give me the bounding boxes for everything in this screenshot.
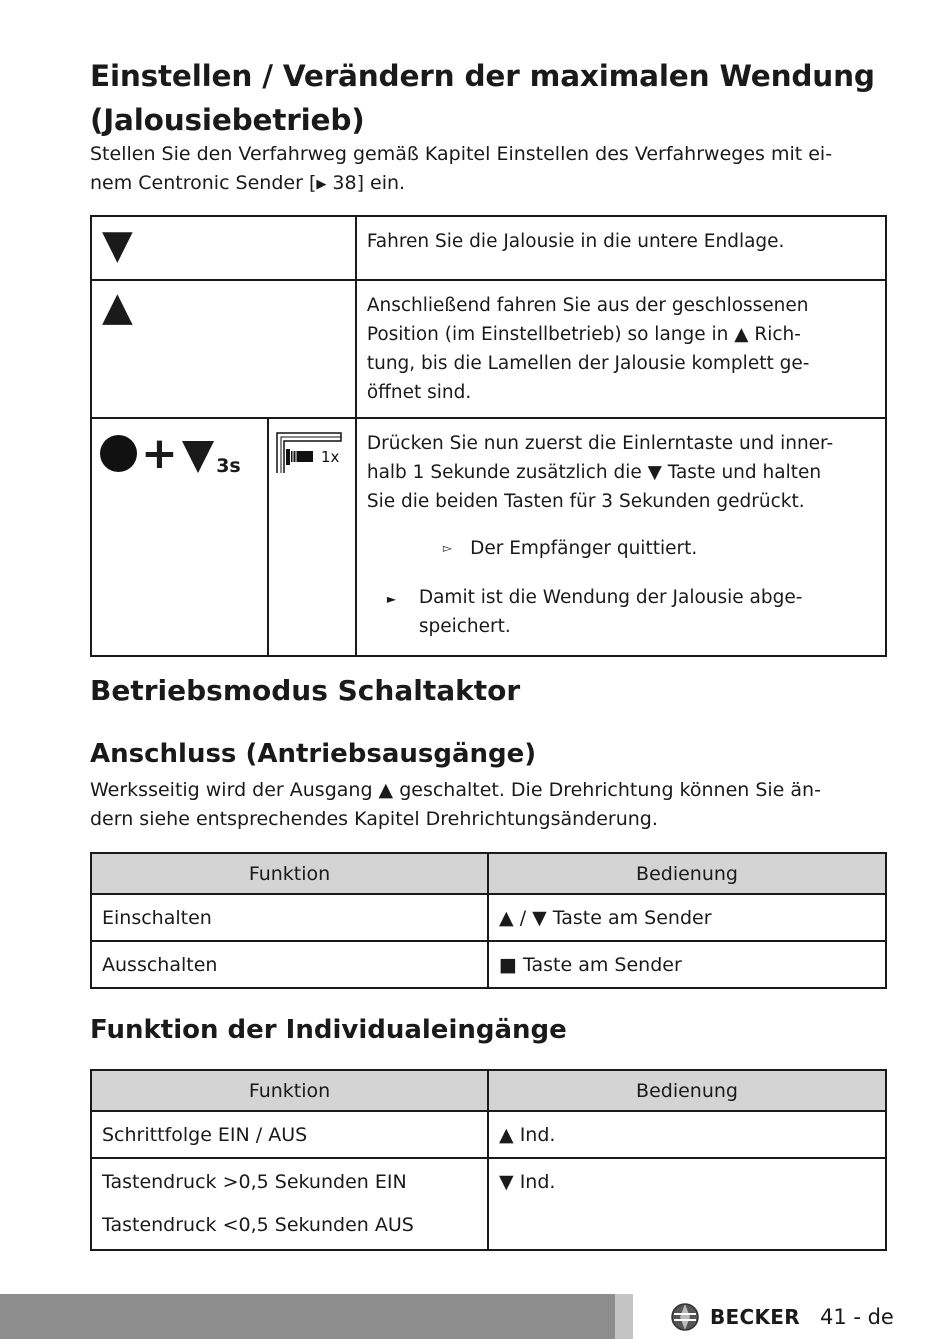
page-ref-number: 38 [332, 172, 357, 194]
final-result: ► Damit ist die Wendung der Jalousie abge- speichert. [386, 587, 803, 637]
schaltaktor-table [90, 852, 887, 989]
table-cell: ▲ Ind. [488, 1111, 886, 1158]
becker-logo-icon [670, 1302, 700, 1332]
table-cell: ■ Taste am Sender [488, 941, 886, 988]
step-symbol-cell [91, 280, 356, 418]
column-header: Bedienung [488, 1070, 886, 1111]
plus-icon: + [141, 427, 178, 479]
heading-anschluss: Anschluss (Antriebsausgänge) [90, 739, 537, 769]
table-cell: Schrittfolge EIN / AUS [91, 1111, 488, 1158]
press-count-label: 1x [320, 448, 340, 466]
heading-line-2: (Jalousiebetrieb) [90, 103, 365, 137]
step-symbol-cell [91, 418, 268, 656]
device-cell [268, 418, 356, 656]
triangle-down-icon: ▼ [181, 429, 215, 478]
section-heading-wendung [90, 54, 887, 142]
table-cell: ▲ / ▼ Taste am Sender [488, 894, 886, 941]
intro-paragraph [90, 140, 887, 199]
step-description: Drücken Sie nun zuerst die Einlerntaste und inner- halb 1 Sekunde zusätzlich die ▼ Taste und halten Sie die beiden Tasten für 3 Sekunden gedrückt. ▻ Der Empfänger quittiert. ► Damit ist die Wendung der Jalousie abge- speichert. [356, 418, 886, 656]
step-symbol-cell [91, 216, 356, 280]
column-header: Funktion [91, 853, 488, 894]
intermediate-result: ▻ Der Empfänger quittiert. [442, 538, 698, 559]
page-number: 41 - de [819, 1305, 894, 1329]
learn-button-device-icon [273, 427, 343, 475]
footer-bar-accent [615, 1294, 633, 1339]
brand-name: BECKER [710, 1305, 800, 1329]
page-ref-arrow-icon: ▶ [316, 177, 327, 192]
table-row [91, 280, 886, 418]
table-row [91, 894, 886, 941]
table-cell: Tastendruck >0,5 Sekunden EIN Tastendruck <0,5 Sekunden AUS [91, 1158, 488, 1250]
intro-line-1: Stellen Sie den Verfahrweg gemäß Kapitel Einstellen des Verfahrweges mit ei- [90, 143, 833, 165]
open-triangle-bullet-icon: ▻ [442, 541, 453, 555]
column-header: Bedienung [488, 853, 886, 894]
learn-button-circle-icon [100, 435, 137, 472]
footer-brand [670, 1300, 894, 1334]
individualeingaenge-table [90, 1069, 887, 1251]
step-description: Fahren Sie die Jalousie in die untere Endlage. [356, 216, 886, 280]
table-cell: ▼ Ind. [488, 1158, 886, 1250]
filled-triangle-bullet-icon: ► [386, 592, 397, 606]
column-header: Funktion [91, 1070, 488, 1111]
table-cell: Einschalten [91, 894, 488, 941]
triangle-down-icon: ▼ [102, 222, 133, 268]
heading-line-1: Einstellen / Verändern der maximalen Wendung [90, 59, 875, 93]
table-header-row [91, 1070, 886, 1111]
heading-betriebsmodus: Betriebsmodus Schaltaktor [90, 674, 521, 707]
step-description: Anschließend fahren Sie aus der geschlossenen Position (im Einstellbetrieb) so lange in ▲ Rich- tung, bis die Lamellen der Jalousie komplett ge- öffnet sind. [356, 280, 886, 418]
table-row [91, 1158, 886, 1250]
table-row [91, 941, 886, 988]
table-row [91, 216, 886, 280]
table-row [91, 418, 886, 656]
anschluss-paragraph: Werksseitig wird der Ausgang ▲ geschaltet. Die Drehrichtung können Sie än- dern siehe entsprechendes Kapitel Drehrichtungsänderung. [90, 779, 821, 830]
wendung-steps-table [90, 215, 887, 657]
table-header-row [91, 853, 886, 894]
intro-line-2: nem Centronic Sender [▶ 38] ein. [90, 172, 406, 194]
duration-label: 3s [216, 455, 241, 477]
heading-individualeingaenge: Funktion der Individualeingänge [90, 1015, 567, 1045]
table-row [91, 1111, 886, 1158]
footer-bar [0, 1294, 615, 1339]
triangle-up-icon: ▲ [102, 284, 133, 330]
table-cell: Ausschalten [91, 941, 488, 988]
